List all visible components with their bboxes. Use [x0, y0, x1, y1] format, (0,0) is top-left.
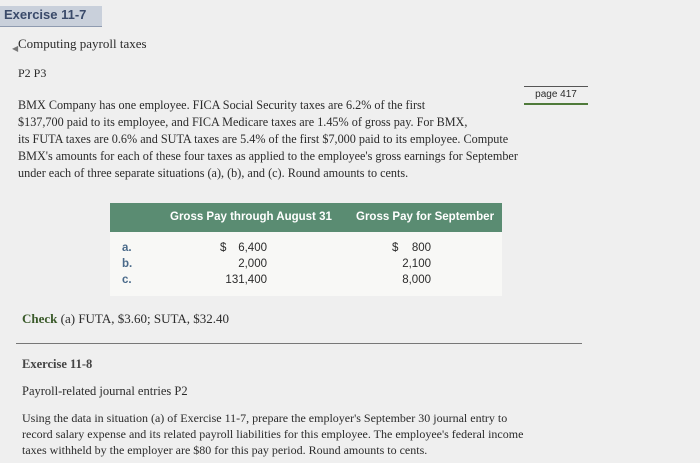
gross-pay-table-body: [110, 232, 502, 296]
exercise-11-7-paragraph: [18, 97, 608, 182]
paragraph-line: BMX Company has one employee. FICA Social Security taxes are 6.2% of the first: [18, 98, 426, 112]
page-reference: page 417: [524, 86, 588, 105]
paragraph-line: $137,700 paid to its employee, and FICA Medicare taxes are 1.45% of gross pay. For BMX,: [18, 115, 468, 129]
cell-september: 8,000: [402, 274, 431, 286]
exercise-11-8-paragraph: [22, 410, 622, 458]
row-label: b.: [122, 258, 133, 270]
currency-symbol: $: [392, 242, 399, 254]
paragraph-line: record salary expense and its related payroll liabilities for this employee. The employee's federal income: [22, 427, 524, 441]
row-label: a.: [122, 242, 132, 254]
table-row: [110, 242, 502, 257]
paragraph-line: under each of three separate situations (a), (b), and (c). Round amounts to cents.: [18, 166, 409, 180]
table-row: [110, 274, 502, 289]
gross-pay-table-header: [110, 203, 502, 232]
paragraph-line: BMX's amounts for each of these four taxes as applied to the employee's gross earnings for September: [18, 149, 518, 163]
exercise-11-7-title: Exercise 11-7: [4, 7, 87, 22]
row-label: c.: [122, 274, 132, 286]
table-row: [110, 258, 502, 273]
header-september: Gross Pay for September: [356, 211, 495, 223]
currency-symbol: $: [220, 242, 227, 254]
check-text: (a) FUTA, $3.60; SUTA, $32.40: [60, 311, 229, 326]
paragraph-line: its FUTA taxes are 0.6% and SUTA taxes are 5.4% of the first $7,000 paid to its employee. Compute: [18, 132, 509, 146]
check-answer: [22, 311, 229, 327]
exercise-11-7-codes: P2 P3: [18, 66, 47, 80]
cell-value: 800: [411, 242, 431, 254]
cell-through-august: [220, 242, 267, 254]
cell-september: [392, 242, 431, 254]
paragraph-line: taxes withheld by the employer are $80 for this pay period. Round amounts to cents.: [22, 443, 428, 457]
cell-september: 2,100: [402, 258, 431, 270]
cell-through-august: 2,000: [238, 258, 267, 270]
section-divider: [16, 343, 582, 344]
exercise-11-7-subtitle: Computing payroll taxes: [18, 36, 147, 51]
exercise-11-8-title: Exercise 11-8: [22, 357, 93, 371]
cell-through-august: 131,400: [225, 274, 267, 286]
paragraph-line: Using the data in situation (a) of Exercise 11-7, prepare the employer's September 30 journal entry to: [22, 411, 508, 425]
header-through-august: Gross Pay through August 31: [170, 211, 332, 223]
bullet-mark-icon: ◀: [12, 44, 19, 53]
cell-value: 6,400: [238, 242, 267, 254]
check-label: Check: [22, 311, 58, 326]
exercise-11-8-subtitle: Payroll-related journal entries P2: [22, 384, 188, 398]
